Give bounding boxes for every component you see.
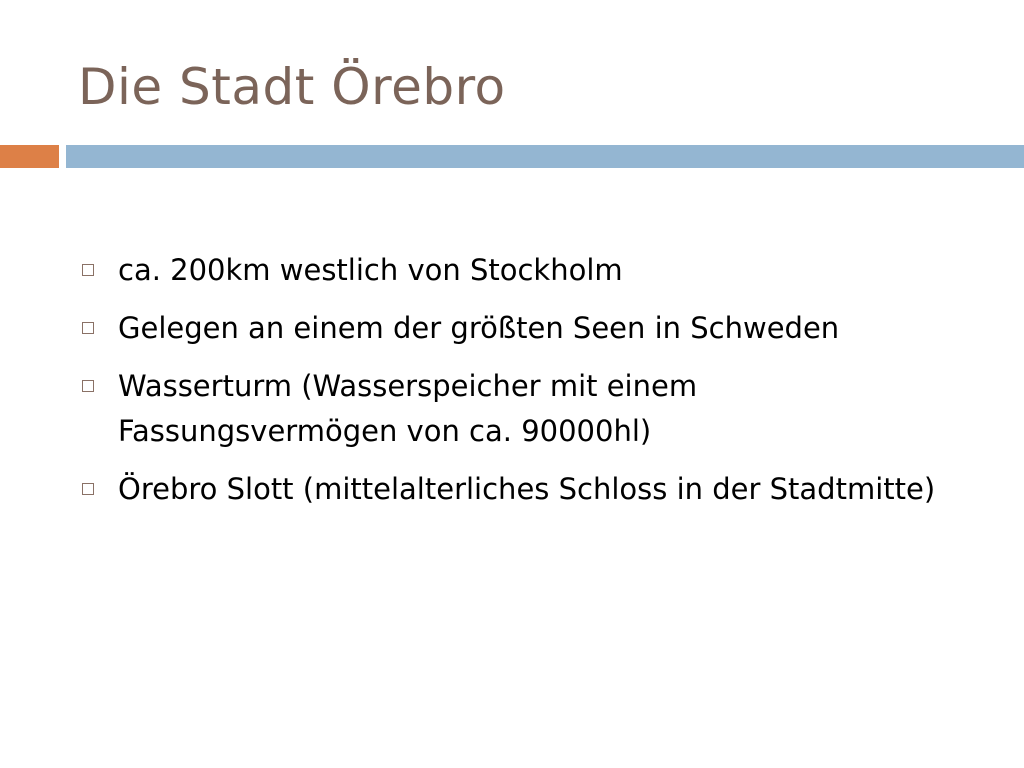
bullet-item — [80, 467, 980, 512]
bullet-item — [80, 364, 980, 454]
accent-bar-blue — [66, 145, 1024, 168]
hollow-square-icon — [82, 380, 94, 392]
hollow-square-icon — [82, 483, 94, 495]
hollow-square-icon — [82, 264, 94, 276]
bullet-text: ca. 200km westlich von Stockholm — [118, 253, 623, 287]
bullet-text: Gelegen an einem der größten Seen in Schweden — [118, 311, 840, 345]
bullet-text: Örebro Slott (mittelalterliches Schloss in der Stadtmitte) — [118, 472, 936, 506]
slide-title: Die Stadt Örebro — [78, 58, 506, 116]
bullet-text: Wasserturm (Wasserspeicher mit einem Fassungsvermögen von ca. 90000hl) — [118, 369, 698, 448]
accent-bar-orange — [0, 145, 59, 168]
bullet-item — [80, 248, 980, 293]
hollow-square-icon — [82, 322, 94, 334]
bullet-list — [80, 248, 980, 525]
bullet-item — [80, 306, 980, 351]
